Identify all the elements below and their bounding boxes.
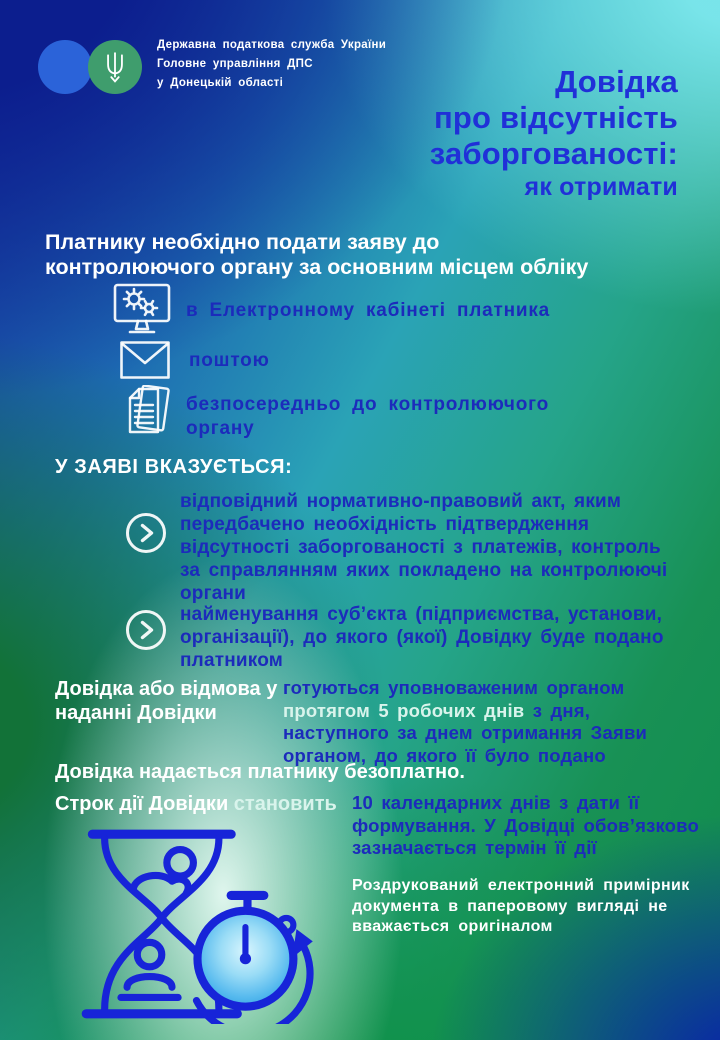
- statement-item-text: найменування суб’єкта (підприємства, установи, організації), до якого (якої) Довідку буде подано платником: [180, 604, 664, 671]
- submit-item-label: поштою: [189, 350, 270, 371]
- trident-icon: [103, 51, 127, 83]
- issuance-text-part: готуються уповноваженим органом: [283, 677, 625, 698]
- submit-heading-line: контролюючого органу за основним місцем обліку: [45, 255, 589, 279]
- submit-item-label: в Електронному кабінеті платника: [186, 300, 550, 321]
- chevron-circle-icon: [124, 511, 168, 555]
- disclaimer-note: Роздрукований електронний примірник документа в паперовому вигляді не вважається оригіналом: [352, 877, 690, 935]
- documents-icon: [124, 385, 172, 437]
- free-note: Довідка надається платнику безоплатно.: [55, 761, 465, 783]
- logo-blue-circle: [38, 40, 92, 94]
- statement-heading: У ЗАЯВІ ВКАЗУЄТЬСЯ:: [55, 456, 293, 478]
- submit-heading: [45, 230, 588, 280]
- title-subtitle: як отримати: [524, 173, 678, 201]
- issuance-text-highlight: протягом 5 робочих днів: [283, 699, 525, 721]
- validity-label-white: Строк дії Довідки: [55, 793, 229, 815]
- org-line: у Донецькій області: [157, 77, 284, 89]
- org-name-block: [157, 36, 386, 93]
- monitor-gears-icon: [112, 282, 172, 338]
- org-line: Державна податкова служба України: [157, 39, 387, 51]
- title-line: Довідка: [555, 64, 678, 99]
- issuance-text-part: з дня, наступного за днем отримання Заяви органом, до якого її було подано: [283, 699, 648, 766]
- issuance-label: Довідка або відмова у наданні Довідки: [55, 678, 278, 724]
- validity-label: [55, 793, 337, 816]
- validity-text: 10 календарних днів з дати її формування. У Довідці обов’язково зазначається термін її дії: [352, 792, 700, 858]
- title-line: заборгованості:: [429, 136, 678, 171]
- title-line: про відсутність: [433, 100, 678, 135]
- org-line: Головне управління ДПС: [157, 58, 313, 70]
- submit-item-label: безпосередньо до контролюючого органу: [186, 394, 550, 439]
- statement-item-text: відповідний нормативно-правовий акт, яким передбачено необхідність підтвердження відсутності заборгованості з платежів, контроль за справлянням яких покладено на контролюючі органи: [180, 491, 668, 604]
- issuance-text: [283, 677, 681, 767]
- hourglass-stopwatch-icon: [76, 824, 321, 1024]
- page-title: [430, 64, 678, 203]
- validity-label-highlight: становить: [228, 793, 337, 815]
- chevron-circle-icon: [124, 608, 168, 652]
- envelope-icon: [119, 340, 171, 380]
- logo-green-circle: [88, 40, 142, 94]
- submit-heading-line: Платнику необхідно подати заяву до: [45, 230, 440, 254]
